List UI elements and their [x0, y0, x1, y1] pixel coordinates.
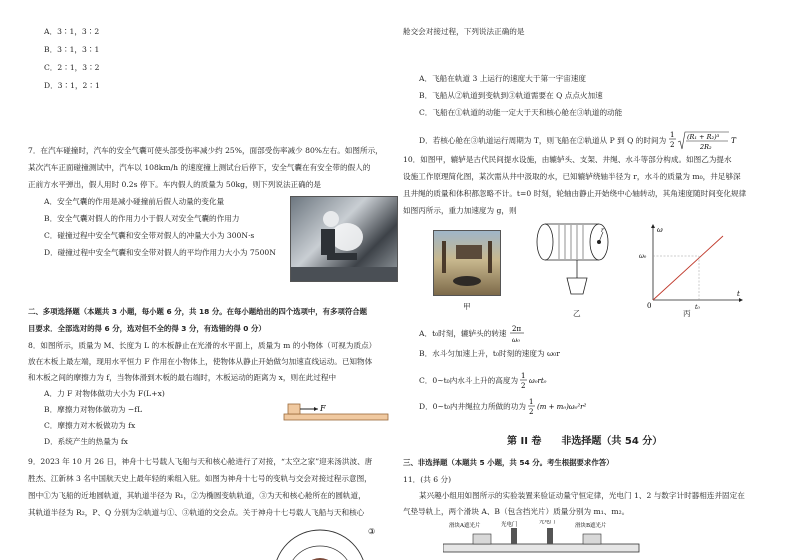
multi-choice-heading: 二、多项选择题（本题共 3 小题，每小题 6 分，共 18 分。在每小题给出的四个选项中，有多项符合题	[28, 307, 368, 316]
q8-option-d: D．系统产生的热量为 fx	[44, 437, 128, 446]
q9-stem-line: 胜杰、江新林 3 名中国航天史上最年轻的乘组入驻。如图为神舟十七号的变轨与交会对接过程示意图，	[28, 474, 372, 483]
q8-stem-line: 和木板之间的摩擦力为 f，当物体滑到木板的最右端时，木板运动的距离为 x，则在此过程中	[28, 373, 337, 382]
slider-a	[473, 534, 491, 544]
photogate-2-label: 光电门	[539, 520, 556, 525]
windlass-photo	[433, 230, 501, 296]
slider-a-label: 滑块A遮光片	[449, 523, 481, 529]
crash-test-photo	[290, 196, 398, 282]
small-block	[288, 404, 300, 414]
q11-number: 11．(共 6 分)	[403, 475, 452, 484]
q6-option-c: C．2∶1，3∶2	[44, 63, 100, 72]
orbit-2	[288, 546, 352, 560]
orbit-diagram	[250, 524, 390, 560]
q7-stem-line: 某次汽车正面碰撞测试中，汽车以 108km/h 的速度撞上测试台后停下，安全气囊在有安全带的假人的	[28, 163, 371, 172]
svg-text:2: 2	[529, 408, 534, 416]
q10-option-c-formula	[520, 370, 554, 392]
q10-option-d	[419, 396, 602, 418]
q10-option-c	[419, 370, 554, 392]
air-track	[443, 544, 639, 552]
origin-label: 0	[647, 302, 652, 310]
q10-stem-line: 10．如图甲，辘轳是古代民间提水设施，由辘轳头、支架、井绳、水斗等部分构成。如图乙为提水	[403, 155, 732, 164]
q8-option-c: C．摩擦力对木板做功为 fx	[44, 421, 136, 430]
svg-text:2π: 2π	[511, 325, 522, 333]
svg-text:1: 1	[669, 131, 675, 139]
omega0-label: ω₀	[639, 253, 647, 260]
photogate-2	[547, 528, 553, 544]
q9-stem-line: 其轨道半径为 R₂，P、Q 分别为②轨道与①、③轨道的交会点。关于神舟十七号载人飞船与天和核心	[28, 508, 365, 517]
svg-text:(m + m₀)ω₀²r²: (m + m₀)ω₀²r²	[537, 403, 587, 411]
svg-text:2R₂: 2R₂	[699, 143, 712, 151]
q7-option-c: C．碰撞过程中安全气囊和安全带对假人的冲量大小为 300N·s	[44, 231, 255, 240]
q10-option-c-text: C．0~t₀内水斗上升的高度为	[419, 376, 519, 385]
q7-option-d: D．碰撞过程中安全气囊和安全带对假人的平均作用力大小为 7500N	[44, 248, 276, 257]
q9-stem-continued: 舱交会对接过程，下列说法正确的是	[403, 27, 525, 36]
q10-option-b: B．水斗匀加速上升，t₀时刻的速度为 ω₀r	[419, 349, 560, 358]
fig-caption-yi: 乙	[573, 309, 581, 318]
omega-time-graph	[639, 222, 749, 310]
orbit-3	[274, 530, 366, 560]
q8-option-b: B．摩擦力对物体做功为 −fL	[44, 405, 143, 414]
right-column	[403, 0, 773, 560]
q9-stem-line: 图中①为飞船的近地圆轨道，其轨道半径为 R₁，②为椭圆变轨轨道，③为天和核心舱所在的圆轨道，	[28, 491, 366, 500]
svg-text:2: 2	[521, 382, 526, 390]
q10-stem-line: 设施工作原理简化图，某次需从井中汲取的水，已知辘轳绕轴半径为 r，水斗的质量为 m₀，井足够深	[403, 172, 741, 181]
q9-option-c: C．飞船在①轨道的动能一定大于天和核心舱在③轨道的动能	[419, 108, 623, 117]
q8-stem-line: 放在木板上最左端，现用水平恒力 F 作用在小物体上，使物体从静止开始做匀加速直线运动。已知物体	[28, 357, 373, 366]
q6-option-d: D．3∶1，2∶1	[44, 81, 100, 90]
force-label: F	[320, 404, 326, 413]
windlass-photo-image	[434, 231, 500, 295]
fig-caption-bing: 丙	[683, 309, 691, 318]
q6-option-b: B．3∶1，3∶1	[44, 45, 100, 54]
slider-b-label: 滑块B遮光片	[575, 523, 607, 529]
q10-option-a-text: A．t₀时刻，辘轳头的转速	[419, 329, 507, 338]
q7-stem-line: 7．在汽车碰撞时，汽车的安全气囊可使头部受伤率减少约 25%，面部受伤率减少 80%左右。如图所示，	[28, 146, 383, 155]
board	[284, 414, 388, 420]
svg-text:1: 1	[521, 372, 526, 380]
svg-text:ω₀: ω₀	[511, 336, 520, 344]
q8-option-a: A．力 F 对物体做功大小为 F(L+x)	[44, 389, 165, 398]
svg-text:r: r	[601, 227, 604, 234]
q10-option-d-formula	[528, 396, 602, 418]
non-choice-section-heading: 三、非选择题（本题共 5 小题，共 54 分。考生根据要求作答）	[403, 458, 614, 467]
fig-caption-jia: 甲	[463, 302, 471, 311]
q9-option-d-text: D．若核心舱在③轨道运行周期为 T，则飞船在②轨道从 P 到 Q 的时间为	[419, 136, 667, 145]
crash-test-dummy-image	[291, 197, 397, 281]
photogate-1	[511, 528, 517, 544]
q7-option-a: A．安全气囊的作用是减小碰撞前后假人动量的变化量	[44, 197, 225, 206]
svg-text:(R₁ + R₂)³: (R₁ + R₂)³	[686, 133, 719, 141]
multi-choice-heading: 目要求．全部选对的得 6 分，选对但不全的得 3 分，有选错的得 0 分）	[28, 324, 266, 333]
t0-label: t₀	[695, 304, 700, 310]
q8-stem-line: 8．如图所示，质量为 M、长度为 L 的木板静止在光滑的水平面上，质量为 m 的小物体（可视为质点）	[28, 341, 377, 350]
photogate-1-label: 光电门	[501, 522, 518, 528]
left-column	[28, 0, 398, 560]
part-2-heading: 第 II 卷 非选择题（共 54 分）	[507, 436, 663, 447]
q11-stem-line: 气垫导轨上，两个滑块 A、B（包含挡光片）质量分别为 m₁、m₂。	[403, 507, 630, 516]
q9-option-b: B．飞船从②轨道到变轨到③轨道需要在 Q 点点火加速	[419, 91, 603, 100]
slider-b	[583, 534, 601, 544]
q11-stem-line: 某兴趣小组用如图所示的实验装置来验证动量守恒定律，光电门 1、2 与数字计时器相连并固定在	[419, 491, 745, 500]
q10-option-d-text: D．0~t₀内井绳拉力所做的功为	[419, 402, 526, 411]
q10-option-a-formula	[509, 323, 529, 345]
svg-text:1: 1	[529, 398, 534, 406]
windlass-diagram	[531, 220, 623, 312]
q9-option-d	[419, 130, 755, 152]
svg-text:ω₀rt₀: ω₀rt₀	[529, 377, 547, 385]
q10-stem-line: 如图丙所示，重力加速度为 g，则	[403, 206, 517, 215]
q9-option-a: A．飞船在轨道 3 上运行的速度大于第一宇宙速度	[419, 74, 587, 83]
q6-option-a: A．3∶1，3∶2	[44, 27, 100, 36]
q9-option-d-formula	[669, 130, 755, 152]
q10-option-a	[419, 323, 529, 345]
q7-option-b: B．安全气囊对假人的作用力小于假人对安全气囊的作用力	[44, 214, 240, 223]
svg-text:2: 2	[669, 141, 675, 149]
air-track-apparatus	[443, 520, 643, 560]
svg-text:T: T	[730, 136, 736, 145]
q7-stem-line: 正前方水平弹出，假人用时 0.2s 停下。车内假人的质量为 50kg，则下列说法正确的是	[28, 180, 321, 189]
board-block-diagram	[282, 398, 392, 422]
q9-stem-line: 9．2023 年 10 月 26 日，神舟十七号载人飞船与天和核心舱进行了对接，“太空之家”迎来汤洪波、唐	[28, 457, 373, 466]
omega-axis-label: ω	[657, 226, 663, 234]
omega-line	[653, 236, 723, 300]
t-axis-label: t	[737, 290, 740, 298]
force-arrowhead	[314, 407, 318, 411]
q10-stem-line: 且井绳的质量和体积都忽略不计。t=0 时刻，轮轴由静止开始绕中心轴转动，其角速度随时间变化规律	[403, 189, 747, 198]
orbit-3-label: ③	[368, 527, 376, 536]
